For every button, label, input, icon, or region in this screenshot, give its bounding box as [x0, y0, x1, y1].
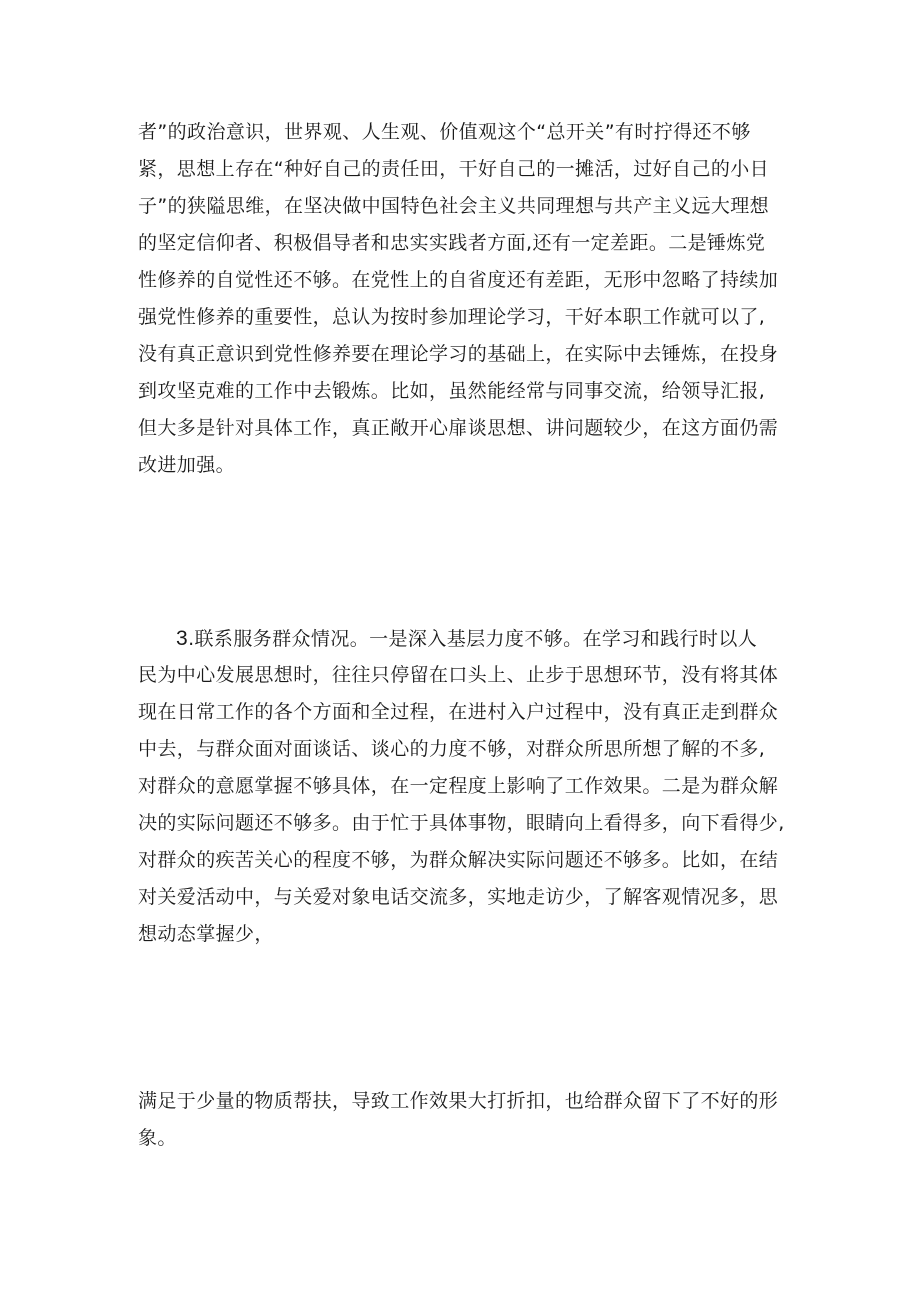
text-line: 满足于少量的物质帮扶，导致工作效果大打折扣，也给群众留下了不好的形 — [138, 1090, 779, 1112]
text-line: 现在日常工作的各个方面和全过程，在进村入户过程中，没有真正走到群众 — [138, 701, 779, 723]
text-line: 没有真正意识到党性修养要在理论学习的基础上，在实际中去锤炼，在投身 — [138, 343, 779, 365]
section-number: 3 — [176, 627, 189, 650]
text-line: 想动态掌握少， — [138, 923, 274, 945]
paragraph-party-spirit — [138, 114, 798, 484]
text-line: 强党性修养的重要性，总认为按时参加理论学习，干好本职工作就可以了, — [138, 306, 766, 328]
section-heading-line — [138, 620, 798, 657]
text-line: 子”的狭隘思维，在坚决做中国特色社会主义共同理想与共产主义远大理想 — [138, 195, 770, 217]
paragraph-continuation — [138, 1083, 798, 1157]
section-first-line: .联系服务群众情况。一是深入基层力度不够。在学习和践行时以人 — [188, 628, 758, 650]
text-line: 对群众的疾苦关心的程度不够，为群众解决实际问题还不够多。比如，在结 — [138, 849, 779, 871]
text-line: 到攻坚克难的工作中去锻炼。比如，虽然能经常与同事交流，给领导汇报, — [138, 380, 766, 402]
text-line: 象。 — [138, 1127, 177, 1149]
text-line: 对关爱活动中，与关爱对象电话交流多，实地走访少，了解客观情况多，思 — [138, 886, 779, 908]
text-line: 改进加强。 — [138, 454, 236, 476]
text-line: 对群众的意愿掌握不够具体，在一定程度上影响了工作效果。二是为群众解 — [138, 775, 779, 797]
text-line: 紧，思想上存在“种好自己的责任田，干好自己的一摊活，过好自己的小日 — [138, 158, 770, 180]
text-line: 但大多是针对具体工作，真正敞开心扉谈思想、讲问题较少，在这方面仍需 — [138, 417, 779, 439]
text-line: 的坚定信仰者、积极倡导者和忠实实践者方面,还有一定差距。二是锤炼党 — [138, 232, 766, 254]
text-line: 中去，与群众面对面谈话、谈心的力度不够，对群众所思所想了解的不多, — [138, 738, 766, 760]
text-line: 民为中心发展思想时，往往只停留在口头上、止步于思想环节，没有将其体 — [138, 664, 779, 686]
text-line: 性修养的自觉性还不够。在党性上的自省度还有差距，无形中忽略了持续加 — [138, 269, 779, 291]
text-line: 决的实际问题还不够多。由于忙于具体事物，眼睛向上看得多，向下看得少, — [138, 812, 785, 834]
text-line: 者”的政治意识，世界观、人生观、价值观这个“总开关”有时拧得还不够 — [138, 121, 751, 143]
paragraph-serving-masses — [138, 620, 798, 953]
